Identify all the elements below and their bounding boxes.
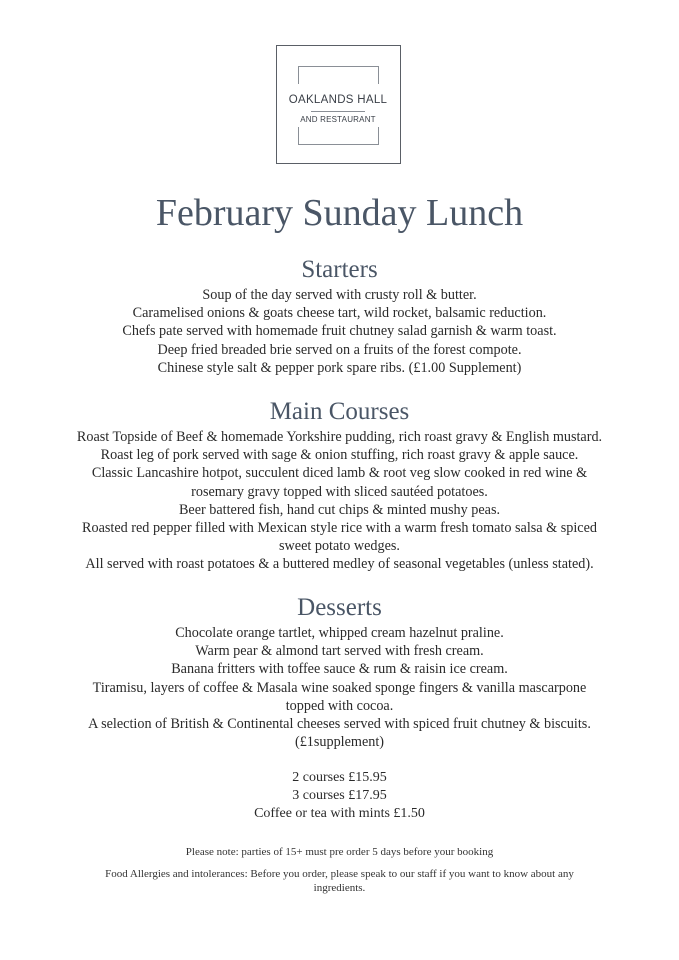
main-course-line: Roasted red pepper filled with Mexican style rice with a warm fresh tomato salsa & spiced: [82, 520, 597, 537]
restaurant-logo: [276, 45, 401, 164]
starter-item: Soup of the day served with crusty roll & butter.: [202, 287, 477, 303]
dessert-line: (£1supplement): [294, 734, 385, 751]
main-courses-heading: Main Courses: [269, 398, 410, 425]
dessert-line: topped with cocoa.: [285, 697, 394, 714]
main-course-line: Beer battered fish, hand cut chips & minted mushy peas.: [178, 501, 501, 518]
dessert-line: Banana fritters with toffee sauce & rum & raisin ice cream.: [171, 661, 508, 678]
logo-divider: [311, 111, 365, 112]
main-course-line: Roast leg of pork served with sage & onion stuffing, rich roast gravy & apple sauce.: [100, 447, 579, 464]
logo-frame-bottom: [298, 127, 379, 145]
main-course-line: Classic Lancashire hotpot, succulent diced lamb & root veg slow cooked in red wine &: [91, 465, 588, 482]
dessert-line: A selection of British & Continental cheeses served with spiced fruit chutney & biscuits.: [88, 716, 591, 733]
main-courses-list: [0, 428, 679, 574]
starter-item: Chefs pate served with homemade fruit chutney salad garnish & warm toast.: [122, 323, 557, 340]
logo-name: OAKLANDS HALL: [288, 94, 388, 106]
allergy-note-line: Food Allergies and intolerances: Before you order, please speak to our staff if you want to know about any: [105, 868, 574, 880]
allergy-note-line: ingredients.: [313, 882, 366, 894]
dessert-line: Warm pear & almond tart served with fresh cream.: [195, 643, 484, 660]
starter-item: Deep fried breaded brie served on a fruits of the forest compote.: [157, 341, 522, 358]
price-list: [0, 769, 679, 823]
price-coffee-tea: Coffee or tea with mints £1.50: [254, 806, 425, 821]
main-course-line: sweet potato wedges.: [279, 538, 400, 555]
main-course-line: Roast Topside of Beef & homemade Yorkshire pudding, rich roast gravy & English mustard.: [76, 429, 603, 445]
menu-title: February Sunday Lunch: [155, 192, 524, 234]
desserts-heading: Desserts: [297, 594, 382, 621]
logo-frame-top: [298, 66, 379, 84]
dessert-line: Tiramisu, layers of coffee & Masala wine soaked sponge fingers & vanilla mascarpone: [92, 679, 587, 696]
main-course-line: rosemary gravy topped with sliced sautéed potatoes.: [191, 483, 488, 500]
starters-heading: Starters: [301, 256, 378, 283]
logo-subtitle: AND RESTAURANT: [300, 115, 376, 124]
desserts-list: [0, 624, 679, 751]
price-two-courses: 2 courses £15.95: [292, 770, 387, 785]
party-booking-note: Please note: parties of 15+ must pre order 5 days before your booking: [185, 846, 494, 858]
starter-item: Chinese style salt & pepper pork spare ribs. (£1.00 Supplement): [157, 359, 522, 376]
starter-item: Caramelised onions & goats cheese tart, wild rocket, balsamic reduction.: [132, 305, 547, 322]
allergy-note: [0, 867, 679, 895]
price-three-courses: 3 courses £17.95: [292, 788, 387, 803]
dessert-line: Chocolate orange tartlet, whipped cream hazelnut praline.: [175, 625, 504, 641]
starters-list: [0, 286, 679, 377]
main-course-line: All served with roast potatoes & a buttered medley of seasonal vegetables (unless stated).: [85, 556, 594, 573]
